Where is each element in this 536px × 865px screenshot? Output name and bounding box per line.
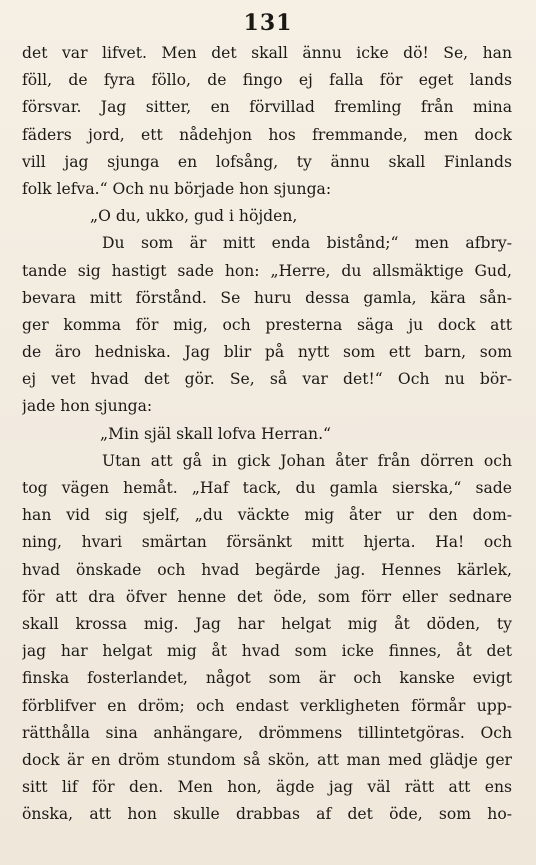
text-line: skall krossa mig. Jag har helgat mig åt döden, ty bbox=[22, 614, 512, 633]
text-line: ger komma för mig, och presterna säga ju dock att bbox=[22, 315, 512, 334]
text-line: tog vägen hemåt. „Haf tack, du gamla sierska,“ sade bbox=[22, 479, 512, 497]
text-line: de äro hedniska. Jag blir på nytt som ett barn, som bbox=[22, 343, 512, 362]
text-line: önska, att hon skulle drabbas af det öde, som ho- bbox=[22, 805, 512, 824]
text-line: för att dra öfver henne det öde, som förr eller sednare bbox=[22, 587, 512, 606]
page-number: 131 bbox=[243, 10, 293, 36]
text-line: Utan att gå in gick Johan åter från dörren och bbox=[102, 451, 512, 470]
text-line: sitt lif för den. Men hon, ägde jag väl rätt att ens bbox=[22, 778, 512, 797]
text-line: ning, hvari smärtan försänkt mitt hjerta. Ha! och bbox=[22, 533, 512, 552]
text-line: det var lifvet. Men det skall ännu icke dö! Se, han bbox=[22, 44, 512, 62]
text-line: dock är en dröm stundom så skön, att man med glädje ger bbox=[22, 750, 512, 769]
text-line: hvad önskade och hvad begärde jag. Hennes kärlek, bbox=[22, 560, 512, 579]
text-line: vill jag sjunga en lofsång, ty ännu skall Finlands bbox=[22, 152, 512, 171]
text-line: bevara mitt förstånd. Se huru dessa gamla, kära sån- bbox=[22, 288, 512, 307]
text-line: finska fosterlandet, något som är och kanske evigt bbox=[22, 669, 512, 688]
text-line: försvar. Jag sitter, en förvillad fremling från mina bbox=[22, 98, 512, 117]
text-line: tande sig hastigt sade hon: „Herre, du allsmäktige Gud, bbox=[22, 261, 512, 280]
text-line: fäders jord, ett nådehjon hos fremmande, men dock bbox=[22, 125, 512, 144]
text-line: förblifver en dröm; och endast verkligheten förmår upp- bbox=[22, 696, 512, 715]
verse-line: „Min själ skall lofva Herran.“ bbox=[100, 424, 332, 443]
text-line: jade hon sjunga: bbox=[22, 397, 153, 416]
text-line: föll, de fyra föllo, de fingo ej falla för eget lands bbox=[22, 71, 512, 90]
verse-line: „O du, ukko, gud i höjden, bbox=[90, 207, 298, 226]
text-line: rätthålla sina anhängare, drömmens tillintetgöras. Och bbox=[22, 723, 512, 742]
text-line: han vid sig sjelf, „du väckte mig åter ur den dom- bbox=[22, 506, 512, 525]
text-line: jag har helgat mig åt hvad som icke finnes, åt det bbox=[22, 642, 512, 661]
text-line: ej vet hvad det gör. Se, så var det!“ Och nu bör- bbox=[22, 370, 512, 389]
text-line: folk lefva.“ Och nu började hon sjunga: bbox=[22, 179, 332, 198]
text-line: Du som är mitt enda bistånd;“ men afbry- bbox=[102, 234, 512, 253]
text-body bbox=[22, 40, 512, 828]
